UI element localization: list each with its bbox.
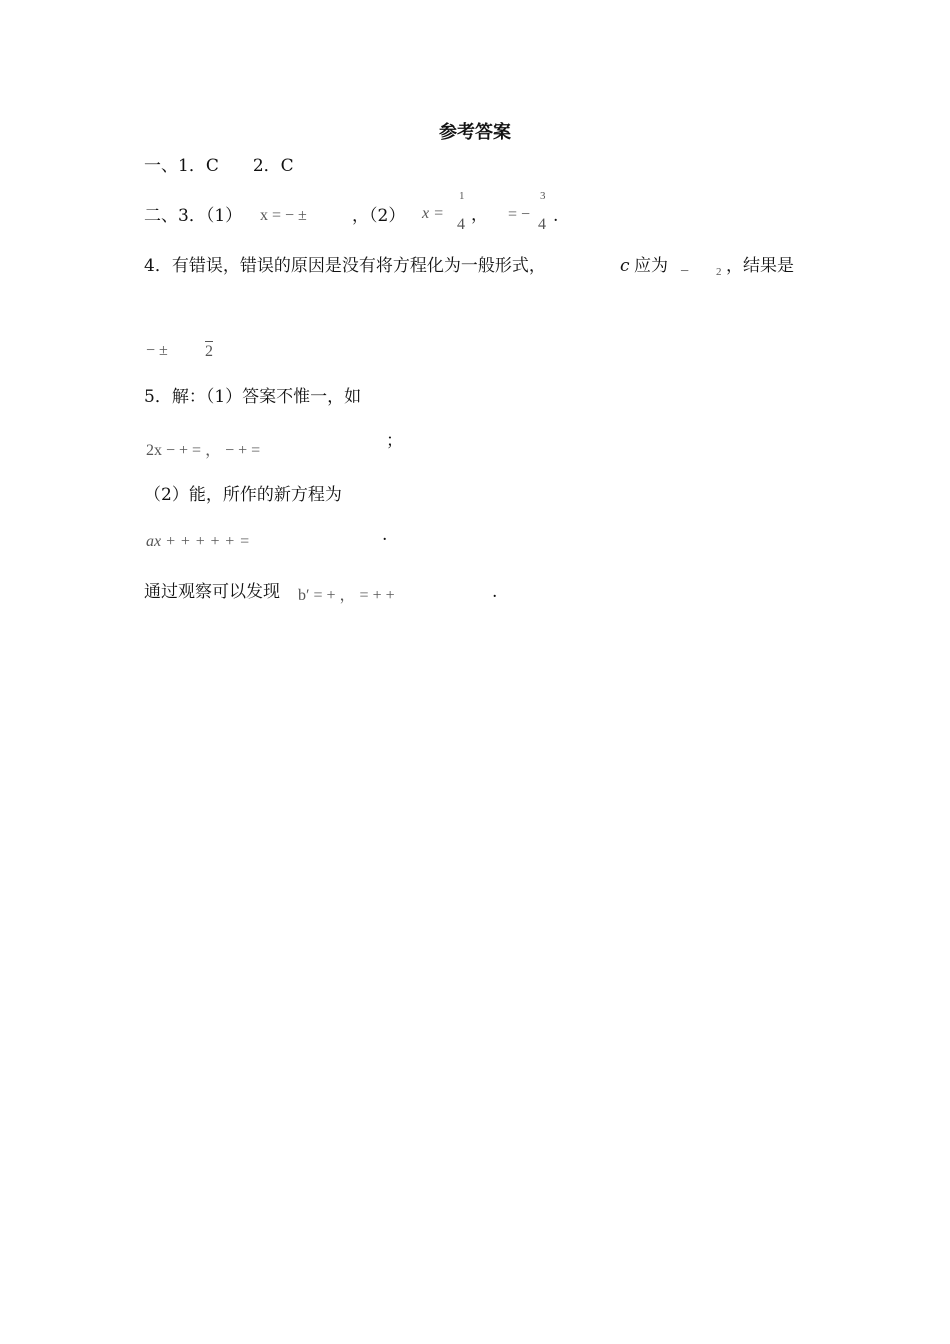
- answer-line-4-radical: 2: [205, 343, 213, 360]
- answer-line-4-formula: − ±: [146, 342, 168, 359]
- answer-line-5: 5．解：（1）答案不惟一，如: [144, 387, 362, 407]
- answer-line-3-fragment-2: 2: [716, 266, 722, 278]
- answer-line-6-end: ；: [386, 431, 403, 451]
- answer-line-2-formula-2a: x =: [422, 205, 444, 222]
- answer-line-8-end: .: [382, 525, 388, 545]
- fraction-2-denominator: 4: [538, 216, 546, 233]
- fraction-1-numerator: 1: [459, 190, 465, 202]
- answer-line-2-comma: ，: [471, 205, 488, 225]
- fraction-1-denominator: 4: [457, 216, 465, 233]
- variable-c: c: [620, 256, 630, 276]
- answer-line-9-text: 通过观察可以发现: [144, 582, 280, 602]
- fraction-2-numerator: 3: [540, 190, 546, 202]
- page-title: 参考答案: [439, 122, 511, 143]
- answer-line-3-tail: ，结果是: [726, 256, 794, 276]
- answer-line-3-text2: 应为: [634, 256, 668, 276]
- answer-line-3-fragment-1: −: [680, 263, 690, 280]
- answer-line-2-mid: ，（2）: [352, 206, 406, 226]
- answer-line-1: 一、1．C 2．C: [144, 156, 294, 176]
- answer-line-3-text: 4．有错误，错误的原因是没有将方程化为一般形式，: [144, 256, 546, 276]
- answer-line-2-formula-1: x = − ±: [260, 207, 307, 224]
- answer-line-2-prefix: 二、3．（1）: [144, 206, 243, 226]
- answer-line-7: （2）能，所作的新方程为: [144, 485, 342, 505]
- answer-line-8-formula: ax + + + + + =: [146, 533, 250, 550]
- answer-line-9-end: .: [492, 582, 498, 602]
- answer-line-2-formula-2b: = −: [508, 206, 531, 223]
- answer-line-2-end: .: [553, 206, 559, 226]
- answer-line-6-formula: 2x − + = ， − + =: [146, 442, 261, 459]
- answer-line-9-formula: b′ = + ， = + +: [298, 587, 395, 604]
